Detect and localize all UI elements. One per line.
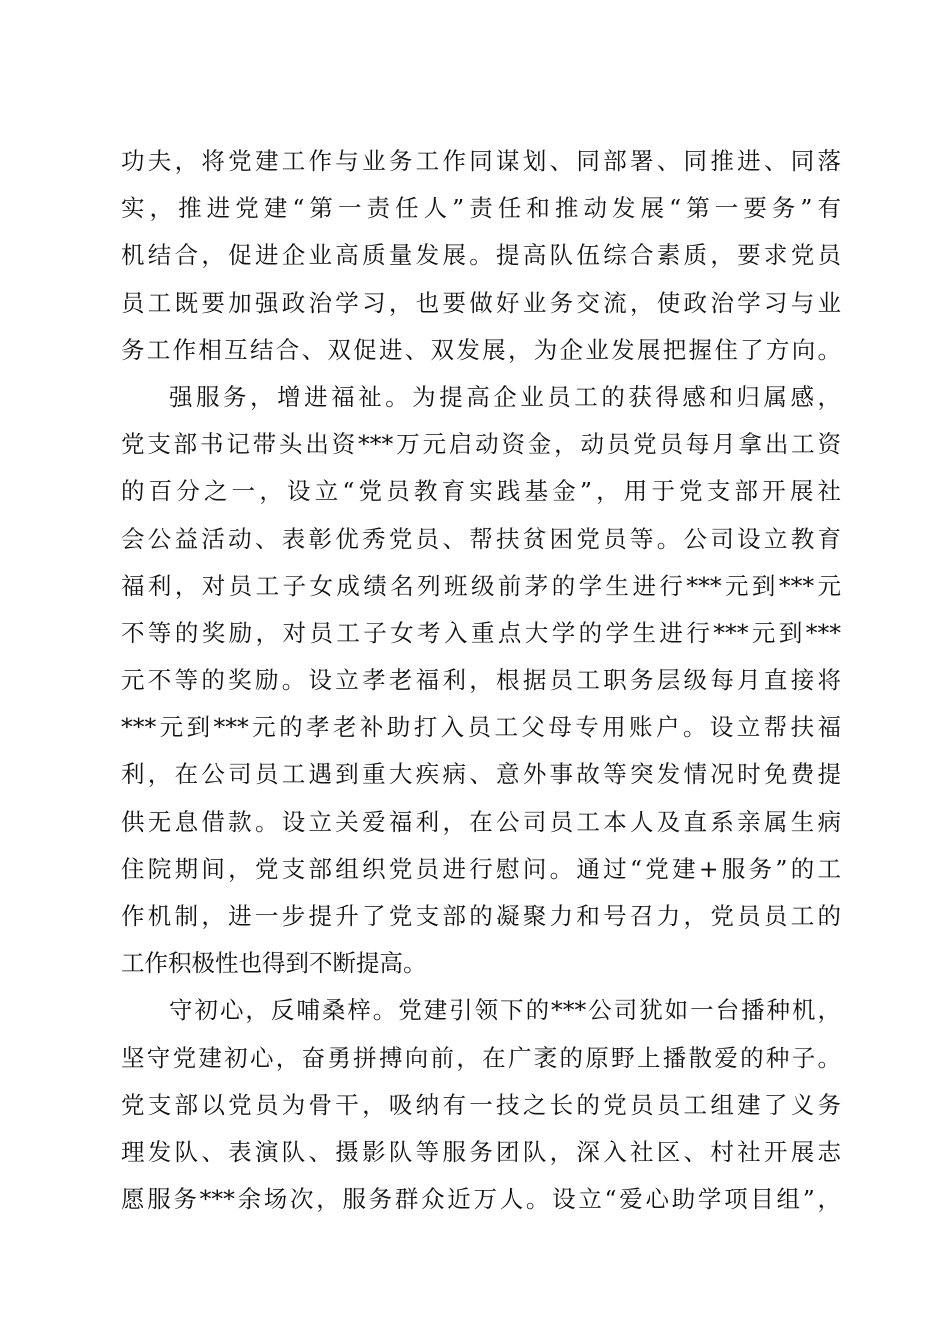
text-line: 党支部书记带头出资***万元启动资金，动员党员每月拿出工资 <box>121 430 841 459</box>
paragraph-work-integration <box>121 138 841 374</box>
text-line: 工作积极性也得到不断提高。 <box>121 949 427 978</box>
text-line: 员工既要加强政治学习，也要做好业务交流，使政治学习与业 <box>121 288 841 317</box>
text-line: ***元到***元的孝老补助打入员工父母专用账户。设立帮扶福 <box>121 713 841 742</box>
text-line: 党支部以党员为骨干，吸纳有一技之长的党员员工组建了义务 <box>121 1090 841 1119</box>
text-line: 会公益活动、表彰优秀党员、帮扶贫困党员等。公司设立教育 <box>121 524 841 553</box>
document-body <box>121 138 841 1223</box>
text-line: 守初心，反哺桑梓。党建引领下的***公司犹如一台播种机， <box>169 996 841 1025</box>
text-line: 坚守党建初心，奋勇拼搏向前，在广袤的原野上播散爱的种子。 <box>121 1043 841 1072</box>
text-line: 利，在公司员工遇到重大疾病、意外事故等突发情况时免费提 <box>121 760 841 789</box>
text-line: 不等的奖励，对员工子女考入重点大学的学生进行***元到*** <box>121 618 841 647</box>
text-line: 强服务，增进福祉。为提高企业员工的获得感和归属感， <box>169 382 841 411</box>
text-line: 理发队、表演队、摄影队等服务团队，深入社区、村社开展志 <box>121 1137 841 1166</box>
text-line: 作机制，进一步提升了党支部的凝聚力和号召力，党员员工的 <box>121 902 841 930</box>
text-line: 功夫，将党建工作与业务工作同谋划、同部署、同推进、同落 <box>121 147 841 175</box>
text-line: 住院期间，党支部组织党员进行慰问。通过“党建+服务”的工 <box>121 854 841 883</box>
text-line: 实，推进党建“第一责任人”责任和推动发展“第一要务”有 <box>121 194 841 223</box>
paragraph-welfare-services <box>121 374 841 987</box>
text-line: 福利，对员工子女成绩名列班级前茅的学生进行***元到***元 <box>121 571 841 600</box>
text-line: 的百分之一，设立“党员教育实践基金”，用于党支部开展社 <box>121 477 841 506</box>
text-line: 供无息借款。设立关爱福利，在公司员工本人及直系亲属生病 <box>121 807 841 836</box>
text-line: 元不等的奖励。设立孝老福利，根据员工职务层级每月直接将 <box>121 666 841 695</box>
text-line: 务工作相互结合、双促进、双发展，为企业发展把握住了方向。 <box>121 335 841 364</box>
text-line: 机结合，促进企业高质量发展。提高队伍综合素质，要求党员 <box>121 241 841 270</box>
paragraph-community-service <box>121 987 841 1223</box>
text-line: 愿服务***余场次，服务群众近万人。设立“爱心助学项目组”， <box>121 1185 841 1214</box>
